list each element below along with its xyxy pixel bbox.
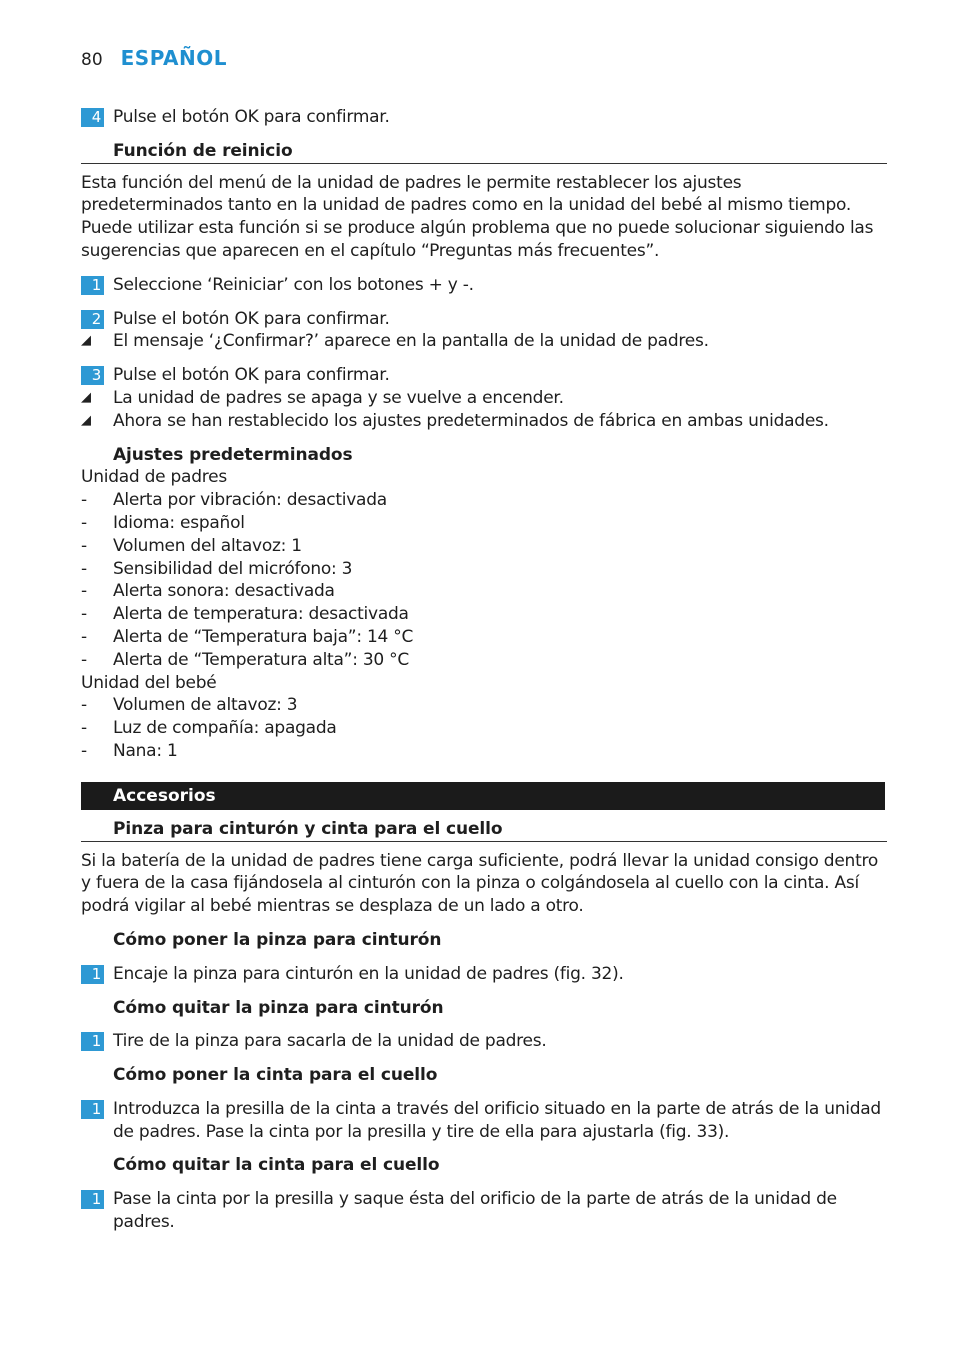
step-number: 1 <box>81 276 104 295</box>
step-text: Tire de la pinza para sacarla de la unidad de padres. <box>113 1031 547 1052</box>
list-item: - Alerta de “Temperatura baja”: 14 °C <box>81 626 414 647</box>
triangle-bullet-icon: ◢ <box>81 333 91 349</box>
list-item: - Luz de compañía: apagada <box>81 718 337 739</box>
result-bullet <box>81 330 887 353</box>
step-text: Pulse el botón OK para confirmar. <box>113 308 390 329</box>
cord-on-heading: Cómo poner la cinta para el cuello <box>113 1065 438 1086</box>
list-item: - Volumen del altavoz: 1 <box>81 535 302 556</box>
reset-paragraph: Esta función del menú de la unidad de padres le permite restablecer los ajustes predeterminados tanto en la unidad de padres como en la unidad del bebé al mismo tiempo. Puede utilizar esta función si se produce algún problema que no puede solucionar siguiendo las sugerencias que aparecen en el capítulo “Preguntas más frecuentes”. <box>81 172 874 261</box>
cord-on-step <box>81 1098 887 1144</box>
page-number: 80 <box>81 50 103 70</box>
parent-unit-label: Unidad de padres <box>81 467 227 488</box>
clip-on-heading: Cómo poner la pinza para cinturón <box>113 929 442 950</box>
clip-off-step <box>81 1030 887 1053</box>
list-item: - Alerta sonora: desactivada <box>81 581 335 602</box>
language-title: ESPAÑOL <box>120 46 227 70</box>
bullet-text: El mensaje ‘¿Confirmar?’ aparece en la pantalla de la unidad de padres. <box>113 331 709 352</box>
list-item: - Alerta de “Temperatura alta”: 30 °C <box>81 649 409 670</box>
bullet-text: Ahora se han restablecido los ajustes predeterminados de fábrica en ambas unidades. <box>113 410 829 431</box>
baby-unit-label: Unidad del bebé <box>81 672 217 693</box>
step-text: Encaje la pinza para cinturón en la unidad de padres (fig. 32). <box>113 963 624 984</box>
triangle-bullet-icon: ◢ <box>81 389 91 405</box>
page-header <box>81 46 227 70</box>
defaults-heading: Ajustes predeterminados <box>113 444 353 465</box>
list-item: - Volumen de altavoz: 3 <box>81 695 298 716</box>
accessories-paragraph: Si la batería de la unidad de padres tiene carga suficiente, podrá llevar la unidad consigo dentro y fuera de la casa fijándosela al cinturón con la pinza o colgándosela al cuello con la cinta. Así podrá vigilar al bebé mientras se desplaza de un lado a otro. <box>81 850 879 917</box>
reset-step-1 <box>81 274 887 297</box>
result-bullet <box>81 387 887 410</box>
list-item: - Idioma: español <box>81 512 245 533</box>
bullet-text: La unidad de padres se apaga y se vuelve a encender. <box>113 387 564 408</box>
step-number: 4 <box>81 108 104 127</box>
step-text: Seleccione ‘Reiniciar’ con los botones + y -. <box>113 274 474 295</box>
step-text: Introduzca la presilla de la cinta a través del orificio situado en la parte de atrás de la unidad de padres. Pase la cinta por la presilla y tire de ella para ajustarla (fig. 33). <box>113 1098 881 1142</box>
step-text: Pase la cinta por la presilla y saque ésta del orificio de la parte de atrás de la unidad de padres. <box>113 1189 837 1233</box>
reset-heading: Función de reinicio <box>81 140 887 164</box>
list-item: - Alerta de temperatura: desactivada <box>81 604 409 625</box>
triangle-bullet-icon: ◢ <box>81 412 91 428</box>
list-item: - Alerta por vibración: desactivada <box>81 490 387 511</box>
page-content <box>81 106 887 1234</box>
reset-step-3 <box>81 364 887 387</box>
step-number: 1 <box>81 1032 104 1051</box>
cord-off-heading: Cómo quitar la cinta para el cuello <box>113 1155 440 1176</box>
list-item: - Nana: 1 <box>81 740 178 761</box>
step-number: 2 <box>81 310 104 329</box>
accessories-section-bar: Accesorios <box>81 782 885 810</box>
clip-off-heading: Cómo quitar la pinza para cinturón <box>113 997 444 1018</box>
step-confirm <box>81 106 887 129</box>
list-item: - Sensibilidad del micrófono: 3 <box>81 558 353 579</box>
step-number: 1 <box>81 1100 104 1119</box>
clip-on-step <box>81 963 887 986</box>
result-bullet <box>81 410 887 433</box>
step-number: 1 <box>81 1190 104 1209</box>
step-number: 1 <box>81 965 104 984</box>
step-number: 3 <box>81 366 104 385</box>
reset-step-2 <box>81 308 887 331</box>
step-text: Pulse el botón OK para confirmar. <box>113 365 390 386</box>
clip-cord-heading: Pinza para cinturón y cinta para el cuello <box>81 818 887 842</box>
cord-off-step <box>81 1188 887 1234</box>
step-text: Pulse el botón OK para confirmar. <box>113 107 390 127</box>
